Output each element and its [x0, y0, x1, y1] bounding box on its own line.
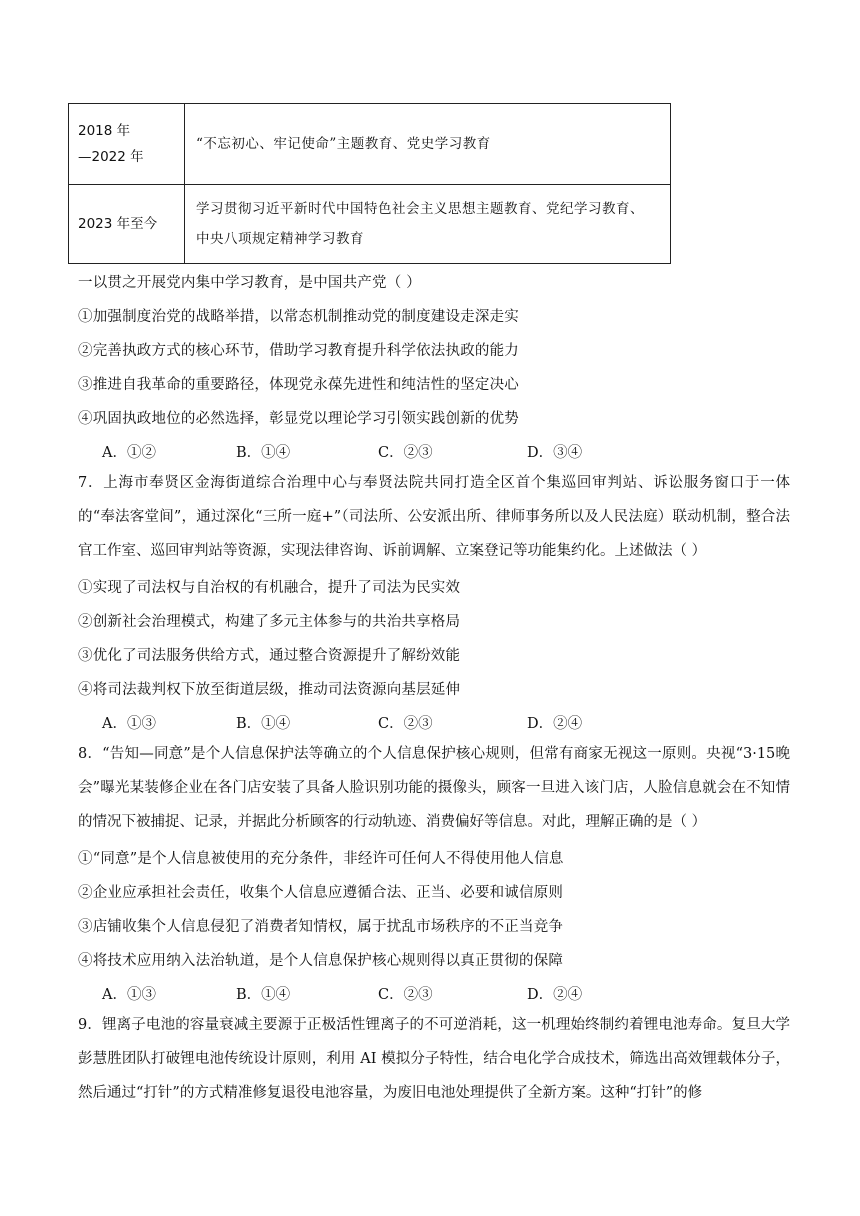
statement: ①实现了司法权与自治权的有机融合，提升了司法为民实效: [78, 580, 461, 596]
question-stem: 9．锂离子电池的容量衰减主要源于正极活性锂离子的不可逆消耗，这一机理始终制约着锂电池寿命。复旦大学彭慧胜团队打破锂电池传统设计原则，利用 AI 模拟分子特性，结合电化学合成技术，筛选出高效锂载体分子，然后通过“打针”的方式精准修复退役电池容量，为废旧电池处理提供了全新方案。这种“打针”的修: [78, 1017, 790, 1101]
statement: ④巩固执政地位的必然选择，彰显党以理论学习引领实践创新的优势: [78, 411, 519, 427]
statement: ③推进自我革命的重要路径，体现党永葆先进性和纯洁性的坚定决心: [78, 377, 519, 393]
period-cell: [69, 104, 185, 185]
option-a[interactable]: A．①③: [102, 987, 156, 1003]
question-stem: 8．“告知—同意”是个人信息保护法等确立的个人信息保护核心规则，但常有商家无视这一原则。央视“3·15晚会”曝光某装修企业在各门店安装了具备人脸识别功能的摄像头，顾客一旦进入该门店，人脸信息就会在不知情的情况下被捕捉、记录，并据此分析顾客的行动轨迹、消费偏好等信息。对此，理解正确的是（ ）: [78, 746, 790, 830]
option-b[interactable]: B．①④: [236, 445, 291, 461]
option-c[interactable]: C．②③: [378, 716, 433, 732]
option-d[interactable]: D．②④: [527, 987, 583, 1003]
option-b[interactable]: B．①④: [236, 987, 291, 1003]
period-start: 2023 年至今: [78, 216, 158, 232]
option-c[interactable]: C．②③: [378, 987, 433, 1003]
option-a[interactable]: A．①③: [102, 716, 156, 732]
question-stem: 一以贯之开展党内集中学习教育，是中国共产党（ ）: [78, 275, 421, 291]
option-d[interactable]: D．③④: [527, 445, 583, 461]
content-text-line2: 中央八项规定精神学习教育: [196, 231, 364, 247]
option-d[interactable]: D．②④: [527, 716, 583, 732]
statement: ①加强制度治党的战略举措，以常态机制推动党的制度建设走深走实: [78, 309, 519, 325]
question-stem: 7．上海市奉贤区金海街道综合治理中心与奉贤法院共同打造全区首个集巡回审判站、诉讼服务窗口于一体的“奉法客堂间”，通过深化“三所一庭+”（司法所、公安派出所、律师事务所以及人民法庭）联动机制，整合法官工作室、巡回审判站等资源，实现法律咨询、诉前调解、立案登记等功能集约化。上述做法（ ）: [78, 475, 790, 559]
statement: ①“同意”是个人信息被使用的充分条件，非经许可任何人不得使用他人信息: [78, 851, 564, 867]
statement: ②完善执政方式的核心环节，借助学习教育提升科学依法执政的能力: [78, 343, 519, 359]
content-text-line1: 学习贯彻习近平新时代中国特色社会主义思想主题教育、党纪学习教育、: [196, 201, 644, 217]
content-cell: [185, 104, 671, 185]
statement: ③店铺收集个人信息侵犯了消费者知情权，属于扰乱市场秩序的不正当竞争: [78, 919, 564, 935]
table-row: [69, 104, 671, 185]
content-text: “不忘初心、牢记使命”主题教育、党史学习教育: [196, 136, 491, 152]
statement: ③优化了司法服务供给方式，通过整合资源提升了解纷效能: [78, 648, 461, 664]
option-b[interactable]: B．①④: [236, 716, 291, 732]
statement: ②企业应承担社会责任，收集个人信息应遵循合法、正当、必要和诚信原则: [78, 885, 564, 901]
option-c[interactable]: C．②③: [378, 445, 433, 461]
period-start: 2018 年: [78, 123, 131, 139]
period-cell: [69, 185, 185, 264]
option-a[interactable]: A．①②: [102, 445, 156, 461]
table-row: [69, 185, 671, 264]
content-cell: [185, 185, 671, 264]
period-end: —2022 年: [78, 149, 144, 165]
party-education-table: [68, 103, 671, 264]
statement: ②创新社会治理模式，构建了多元主体参与的共治共享格局: [78, 614, 461, 630]
statement: ④将司法裁判权下放至街道层级，推动司法资源向基层延伸: [78, 682, 461, 698]
statement: ④将技术应用纳入法治轨道，是个人信息保护核心规则得以真正贯彻的保障: [78, 953, 564, 969]
